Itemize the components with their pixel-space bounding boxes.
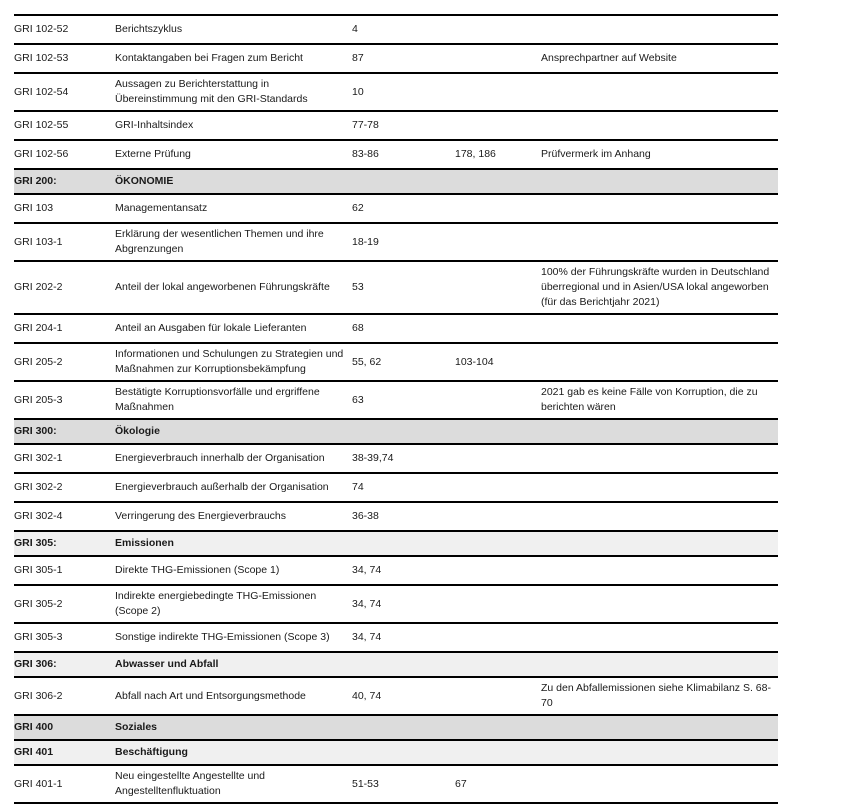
table-row	[14, 112, 778, 141]
section-code: GRI 306:	[14, 658, 57, 670]
page-reference-primary: 74	[352, 481, 364, 493]
gri-code: GRI 103	[14, 202, 54, 214]
comment-text	[541, 601, 778, 607]
gri-code: GRI 302-1	[14, 452, 63, 464]
page-reference-primary: 4	[352, 23, 358, 35]
gri-code: GRI 103-1	[14, 235, 63, 248]
disclosure-title: Energieverbrauch innerhalb der Organisation	[115, 452, 325, 464]
table-row	[14, 315, 778, 344]
table-row	[14, 224, 778, 262]
page-reference-secondary: 67	[455, 777, 467, 790]
page-reference-primary: 63	[352, 393, 364, 406]
page-reference-primary: 40, 74	[352, 689, 382, 702]
disclosure-title: Erklärung der wesentlichen Themen und ihre Abgrenzungen	[115, 228, 324, 255]
gri-code: GRI 305-1	[14, 564, 63, 576]
gri-code: GRI 204-1	[14, 322, 63, 334]
table-row	[14, 445, 778, 474]
comment-text	[541, 485, 778, 491]
section-title: Ökologie	[115, 425, 160, 437]
disclosure-title: Berichtszyklus	[115, 23, 183, 35]
page-reference-secondary	[455, 89, 541, 95]
section-code: GRI 401	[14, 746, 54, 758]
page-reference-secondary: 178, 186	[455, 148, 496, 160]
gri-code: GRI 205-2	[14, 355, 63, 368]
comment-text	[541, 456, 778, 462]
table-row	[14, 474, 778, 503]
page-reference-primary: 62	[352, 202, 364, 214]
disclosure-title: Verringerung des Energieverbrauchs	[115, 510, 287, 522]
page-reference-primary: 77-78	[352, 119, 379, 131]
gri-code: GRI 302-4	[14, 510, 63, 522]
page-reference-secondary	[455, 206, 541, 212]
disclosure-title: Sonstige indirekte THG-Emissionen (Scope 3)	[115, 631, 330, 643]
section-header-row	[14, 741, 778, 766]
comment-text	[541, 206, 778, 212]
table-row	[14, 141, 778, 170]
disclosure-title: Abfall nach Art und Entsorgungsmethode	[115, 689, 306, 702]
comment-text	[541, 27, 778, 33]
comment-text: 2021 gab es keine Fälle von Korruption, die zu berichten wären	[541, 386, 758, 413]
gri-code: GRI 401-1	[14, 777, 63, 790]
disclosure-title: Externe Prüfung	[115, 148, 191, 160]
table-row	[14, 678, 778, 716]
section-header-row	[14, 716, 778, 741]
comment-text	[541, 89, 778, 95]
comment-text	[541, 635, 778, 641]
page-reference-secondary	[455, 27, 541, 33]
gri-code: GRI 202-2	[14, 281, 63, 293]
page-reference-secondary	[455, 123, 541, 129]
page-reference-primary: 18-19	[352, 235, 379, 248]
section-header-row	[14, 532, 778, 557]
section-header-row	[14, 653, 778, 678]
gri-code: GRI 305-3	[14, 631, 63, 643]
gri-code: GRI 305-2	[14, 597, 63, 610]
page-reference-primary: 83-86	[352, 148, 379, 160]
disclosure-title: Managementansatz	[115, 202, 208, 214]
disclosure-title: GRI-Inhaltsindex	[115, 119, 194, 131]
section-code: GRI 305:	[14, 537, 57, 549]
section-header-row	[14, 420, 778, 445]
disclosure-title: Neu eingestellte Angestellte und Angestelltenfluktuation	[115, 770, 266, 797]
page-reference-secondary	[455, 239, 541, 245]
gri-code: GRI 102-53	[14, 52, 69, 64]
comment-text: Zu den Abfallemissionen siehe Klimabilanz S. 68-70	[541, 682, 771, 709]
comment-text	[541, 568, 778, 574]
page-reference-secondary	[455, 693, 541, 699]
section-title: Abwasser und Abfall	[115, 658, 219, 670]
section-code: GRI 400	[14, 721, 54, 733]
page-reference-primary: 68	[352, 322, 364, 334]
gri-code: GRI 102-52	[14, 23, 69, 35]
page-reference-secondary	[455, 485, 541, 491]
disclosure-title: Bestätigte Korruptionsvorfälle und ergriffene Maßnahmen	[115, 386, 320, 413]
gri-code: GRI 302-2	[14, 481, 63, 493]
page-reference-secondary	[455, 635, 541, 641]
page-reference-secondary	[455, 456, 541, 462]
page-reference-primary: 10	[352, 85, 364, 98]
page-reference-primary: 53	[352, 281, 364, 293]
gri-code: GRI 306-2	[14, 689, 63, 702]
section-code: GRI 300:	[14, 425, 57, 437]
section-title: Soziales	[115, 721, 158, 733]
table-row	[14, 45, 778, 74]
page-reference-primary: 38-39,74	[352, 452, 394, 464]
comment-text	[541, 514, 778, 520]
comment-text	[541, 239, 778, 245]
gri-code: GRI 102-56	[14, 148, 69, 160]
page-reference-secondary	[455, 326, 541, 332]
disclosure-title: Anteil an Ausgaben für lokale Lieferanten	[115, 322, 307, 334]
gri-code: GRI 205-3	[14, 393, 63, 406]
page-reference-primary: 55, 62	[352, 355, 382, 368]
page-reference-secondary	[455, 397, 541, 403]
comment-text: Ansprechpartner auf Website	[541, 52, 677, 64]
disclosure-title: Informationen und Schulungen zu Strategien und Maßnahmen zur Korruptionsbekämpfung	[115, 348, 344, 375]
section-header-row	[14, 170, 778, 195]
page-reference-primary: 34, 74	[352, 597, 382, 610]
page-reference-primary: 36-38	[352, 510, 379, 522]
comment-text	[541, 326, 778, 332]
section-code: GRI 200:	[14, 175, 57, 187]
table-row	[14, 766, 778, 804]
table-row	[14, 16, 778, 45]
table-row	[14, 557, 778, 586]
page-reference-primary: 51-53	[352, 777, 379, 790]
disclosure-title: Direkte THG-Emissionen (Scope 1)	[115, 564, 280, 576]
page-reference-primary: 87	[352, 52, 364, 64]
disclosure-title: Kontaktangaben bei Fragen zum Bericht	[115, 52, 303, 64]
table-row	[14, 262, 778, 315]
page-reference-primary: 34, 74	[352, 564, 382, 576]
comment-text: 100% der Führungskräfte wurden in Deutschland überregional und in Asien/USA lokal angeworben (für das Berichtjahr 2021)	[541, 266, 770, 308]
page-reference-secondary	[455, 56, 541, 62]
page-reference-secondary: 103-104	[455, 355, 494, 368]
disclosure-title: Indirekte energiebedingte THG-Emissionen (Scope 2)	[115, 590, 317, 617]
page-reference-secondary	[455, 514, 541, 520]
table-row	[14, 624, 778, 653]
page-reference-primary: 34, 74	[352, 631, 382, 643]
gri-code: GRI 102-54	[14, 85, 69, 98]
table-row	[14, 586, 778, 624]
page-reference-secondary	[455, 601, 541, 607]
gri-content-index-table	[14, 14, 778, 804]
table-row	[14, 503, 778, 532]
section-title: Emissionen	[115, 537, 174, 549]
gri-code: GRI 102-55	[14, 119, 69, 131]
comment-text	[541, 123, 778, 129]
disclosure-title: Anteil der lokal angeworbenen Führungskräfte	[115, 281, 330, 293]
disclosure-title: Energieverbrauch außerhalb der Organisation	[115, 481, 329, 493]
comment-text	[541, 359, 778, 365]
section-title: ÖKONOMIE	[115, 175, 174, 187]
page-reference-secondary	[455, 285, 541, 291]
table-row	[14, 382, 778, 420]
table-row	[14, 195, 778, 224]
comment-text	[541, 781, 778, 787]
page-reference-secondary	[455, 568, 541, 574]
table-row	[14, 74, 778, 112]
table-row	[14, 344, 778, 382]
disclosure-title: Aussagen zu Berichterstattung in Übereinstimmung mit den GRI-Standards	[115, 78, 308, 105]
comment-text: Prüfvermerk im Anhang	[541, 148, 651, 160]
section-title: Beschäftigung	[115, 746, 188, 758]
